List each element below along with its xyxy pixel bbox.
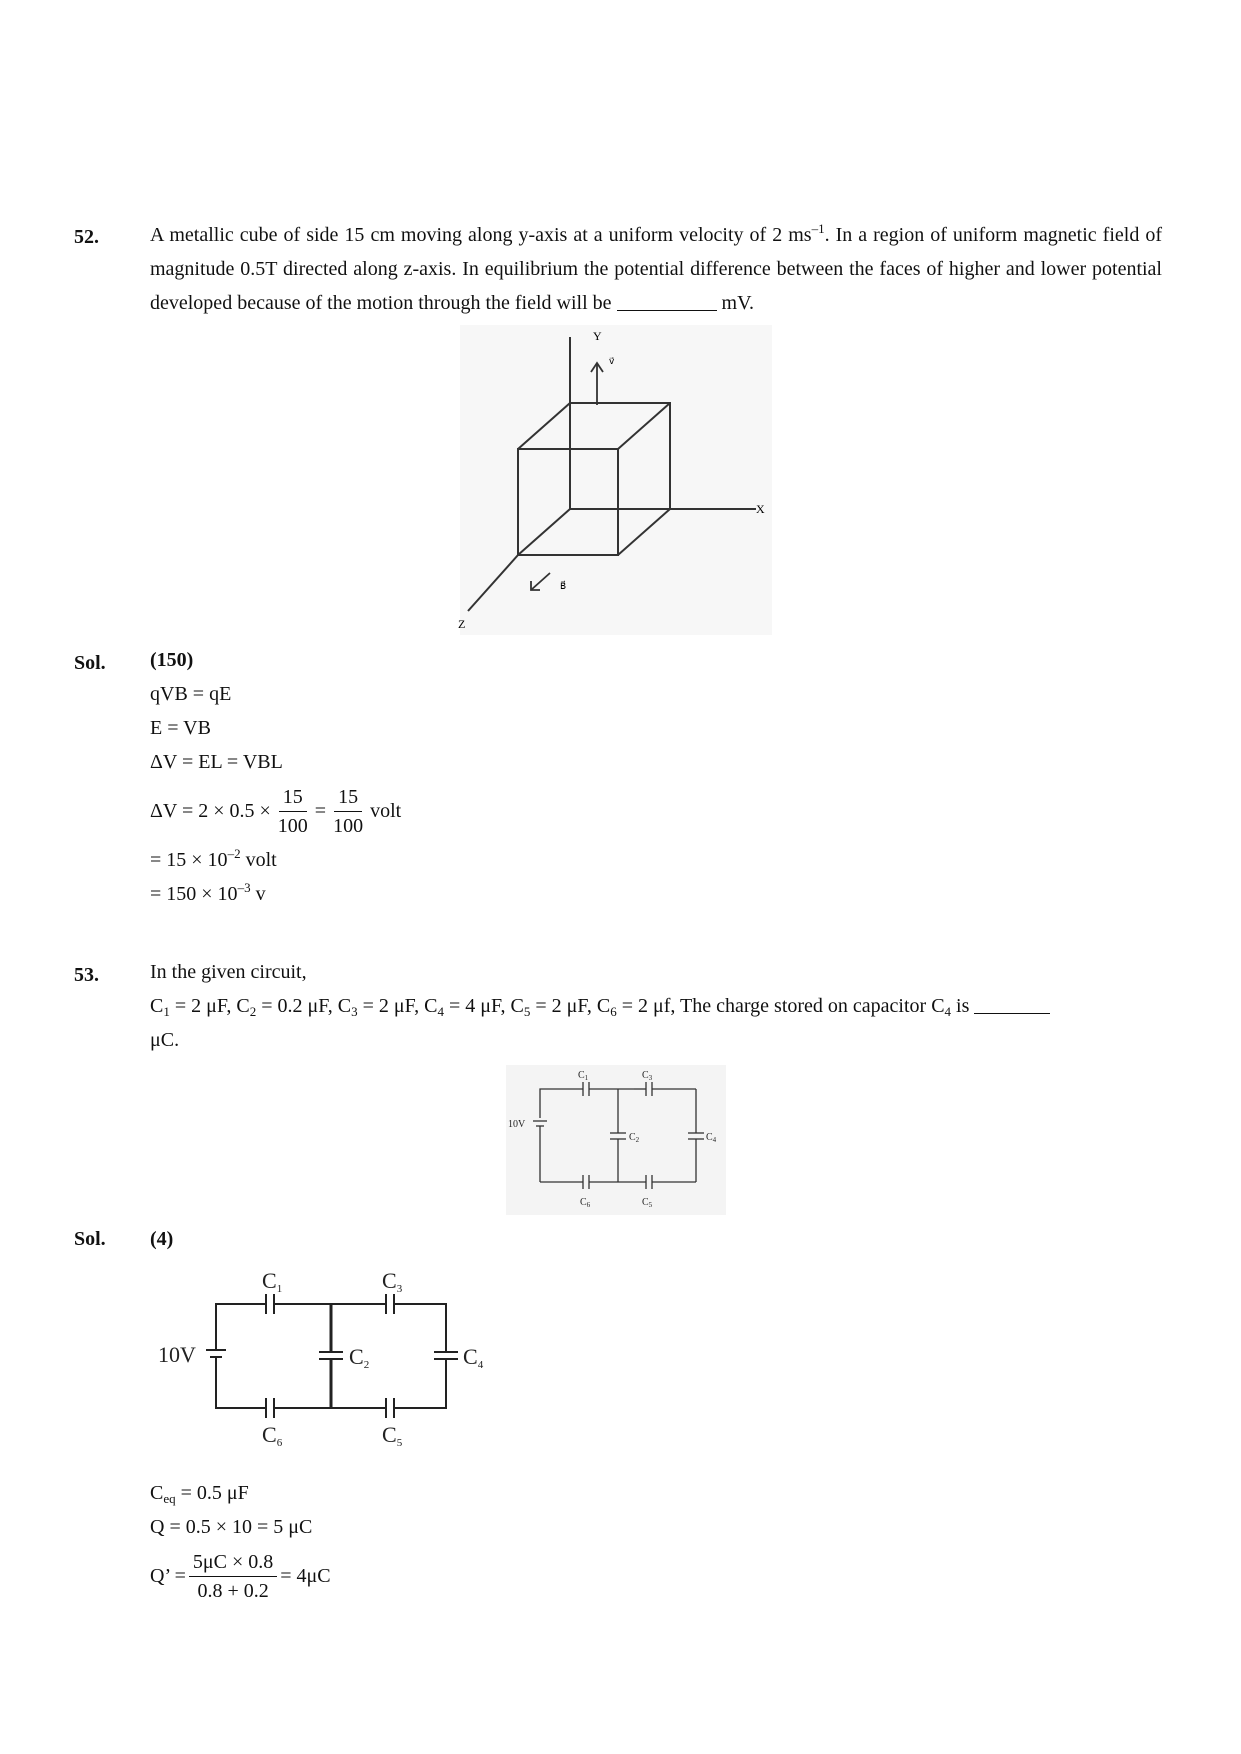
c6-label: C6 <box>262 1422 283 1449</box>
source-label: 10V <box>158 1342 196 1367</box>
question-53-text <box>150 955 1162 1057</box>
c5-label: $C_5$ <box>642 1197 653 1209</box>
solution-52-body <box>150 643 401 911</box>
solution-53-q: Q = 0.5 × 10 = 5 μC <box>150 1516 313 1538</box>
solution-52-step-6: = $150 \times 10^{-3}$ v <box>150 880 266 905</box>
solution-53-answer: (4) <box>150 1228 174 1250</box>
question-52-number: 52. <box>74 226 99 248</box>
velocity-label: v⃗ <box>609 356 615 366</box>
solution-53-ceq: $C_{eq} = 0.5$ μF <box>150 1482 249 1506</box>
magnetic-field-label: B⃗ <box>560 581 567 591</box>
answer-blank <box>617 290 717 311</box>
cube-in-magnetic-field-figure <box>460 325 772 635</box>
question-53-line-1: In the given circuit, <box>150 961 307 983</box>
c2-label: $C_2$ <box>629 1132 640 1144</box>
fraction-15-over-100: $\frac{15}{100}$ <box>277 785 308 837</box>
solution-53-label: Sol. <box>74 1228 106 1250</box>
source-label: 10V <box>508 1119 526 1130</box>
question-53-line-3: μC. <box>150 1029 180 1051</box>
solution-52-label: Sol. <box>74 652 106 674</box>
qprime-fraction: $\frac{5\mu C \times 0.8}{0.8 + 0.2}$ <box>189 1549 277 1604</box>
answer-blank <box>974 993 1050 1014</box>
solution-52-answer: (150) <box>150 649 194 671</box>
question-53-line-2: $C_1 = 2$ μF, $C_2 = 0.2$ μF, $C_3 = 2$ μF, $C_4 = 4$ μF, $C_5 = 2$ μF, $C_6 = 2$ μf, The charge stored on capacitor $C_4$ is <box>150 989 1162 1023</box>
c1-label: $C_1$ <box>578 1070 589 1082</box>
solution-52-step-4: ΔV = 2 × 0.5 × $\frac{15}{100}$ = $\frac{15}{100}$ volt <box>150 785 402 837</box>
solution-circuit-figure <box>150 1258 490 1458</box>
x-axis-label: X <box>756 502 765 516</box>
c6-label: $C_6$ <box>580 1197 591 1209</box>
c3-label: C3 <box>382 1268 403 1295</box>
question-52-text: A metallic cube of side 15 cm moving along y-axis at a uniform velocity of 2 $ms^{-1}$. In a region of uniform magnetic field of magnitude 0.5T directed along z-axis. In equilibrium the potential difference between the faces of higher and lower potential developed because of the motion through the field will be mV. <box>150 221 1162 314</box>
c2-label: C2 <box>349 1344 370 1371</box>
solution-53-qprime: Q’ = $\frac{5\mu C \times 0.8}{0.8 + 0.2}$ = 4μC <box>150 1550 331 1602</box>
solution-52-step-5: = $15 \times 10^{-2}$ volt <box>150 846 277 871</box>
c4-label: C4 <box>463 1344 484 1371</box>
c3-label: $C_3$ <box>642 1070 653 1082</box>
fraction-15-over-100-b: $\frac{15}{100}$ <box>333 785 364 837</box>
y-axis-label: Y <box>593 329 602 343</box>
solution-52-step-2: E = VB <box>150 717 211 739</box>
solution-52-step-1: qVB = qE <box>150 683 232 705</box>
z-axis-label: Z <box>458 617 466 631</box>
solution-53-body <box>150 1476 331 1608</box>
question-53-number: 53. <box>74 964 99 986</box>
c4-label: $C_4$ <box>706 1132 717 1144</box>
c5-label: C5 <box>382 1422 403 1449</box>
c1-label: C1 <box>262 1268 283 1295</box>
capacitor-circuit-figure <box>506 1065 726 1215</box>
solution-52-step-3: ΔV = EL = VBL <box>150 751 283 773</box>
